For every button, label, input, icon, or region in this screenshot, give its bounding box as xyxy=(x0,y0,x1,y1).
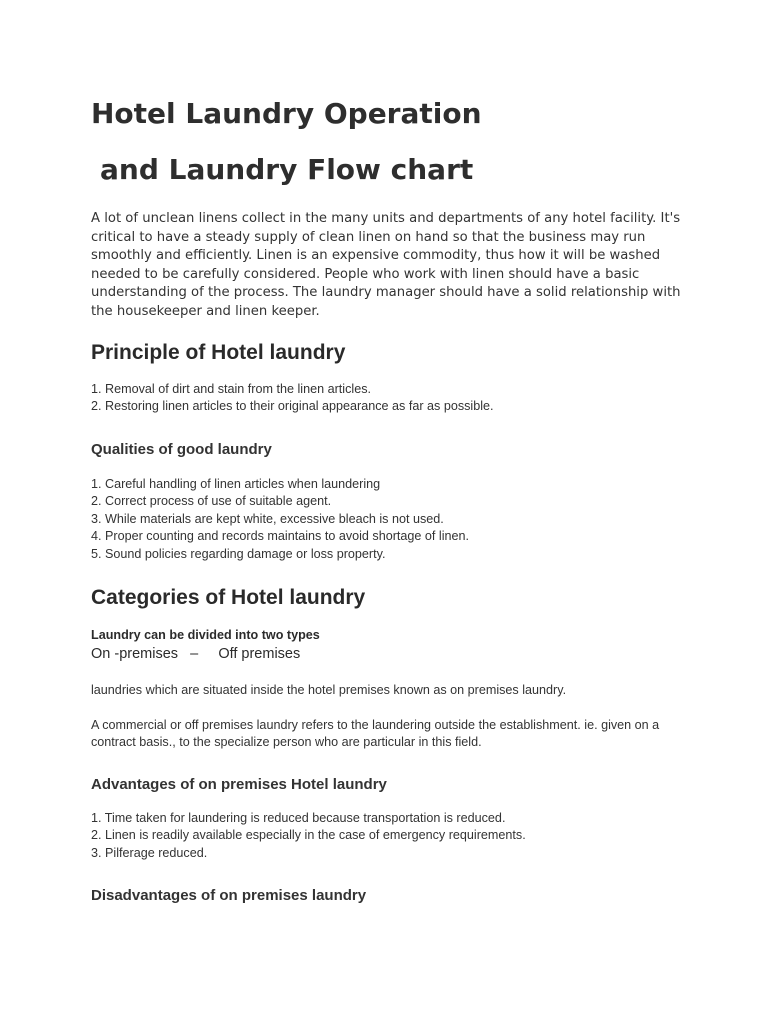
principle-list xyxy=(91,381,691,416)
list-item: 2. Correct process of use of suitable agent. xyxy=(91,494,332,509)
advantages-list xyxy=(91,810,691,863)
list-item: 2. Linen is readily available especially in the case of emergency requirements. xyxy=(91,828,526,843)
principle-heading: Principle of Hotel laundry xyxy=(91,340,346,364)
qualities-list xyxy=(91,476,691,564)
laundry-types: On -premises – Off premises xyxy=(91,646,301,663)
off-premises-definition: A commercial or off premises laundry refers to the laundering outside the establishment. ie. given on a contract basis., to the specialize person who are particular in this field. xyxy=(91,717,660,750)
document-page xyxy=(91,92,691,906)
list-item: 1. Removal of dirt and stain from the linen articles. xyxy=(91,381,371,396)
advantages-heading: Advantages of on premises Hotel laundry xyxy=(91,775,387,793)
list-item: 5. Sound policies regarding damage or loss property. xyxy=(91,546,386,561)
list-item: 3. Pilferage reduced. xyxy=(91,845,208,860)
intro-paragraph: A lot of unclean linens collect in the many units and departments of any hotel facility. It's critical to have a steady supply of clean linen on hand so that the business may run smoothly and efficiently. Linen is an expensive commodity, thus how it will be washed needed to be carefully considered. People who work with linen should have a basic understanding of the process. The laundry manager should have a solid relationship with the housekeeper and linen keeper. xyxy=(91,211,681,319)
title-line-2: and Laundry Flow chart xyxy=(100,153,474,186)
on-premises-definition: laundries which are situated inside the hotel premises known as on premises laundry. xyxy=(91,683,567,698)
list-item: 3. While materials are kept white, excessive bleach is not used. xyxy=(91,511,444,526)
list-item: 2. Restoring linen articles to their original appearance as far as possible. xyxy=(91,399,494,414)
categories-subheading: Laundry can be divided into two types xyxy=(91,628,320,643)
list-item: 1. Careful handling of linen articles when laundering xyxy=(91,476,381,491)
list-item: 1. Time taken for laundering is reduced because transportation is reduced. xyxy=(91,810,506,825)
categories-heading: Categories of Hotel laundry xyxy=(91,586,366,610)
qualities-heading: Qualities of good laundry xyxy=(91,440,272,458)
list-item: 4. Proper counting and records maintains to avoid shortage of linen. xyxy=(91,529,470,544)
disadvantages-heading: Disadvantages of on premises laundry xyxy=(91,887,367,905)
title-line-1: Hotel Laundry Operation xyxy=(91,97,482,130)
